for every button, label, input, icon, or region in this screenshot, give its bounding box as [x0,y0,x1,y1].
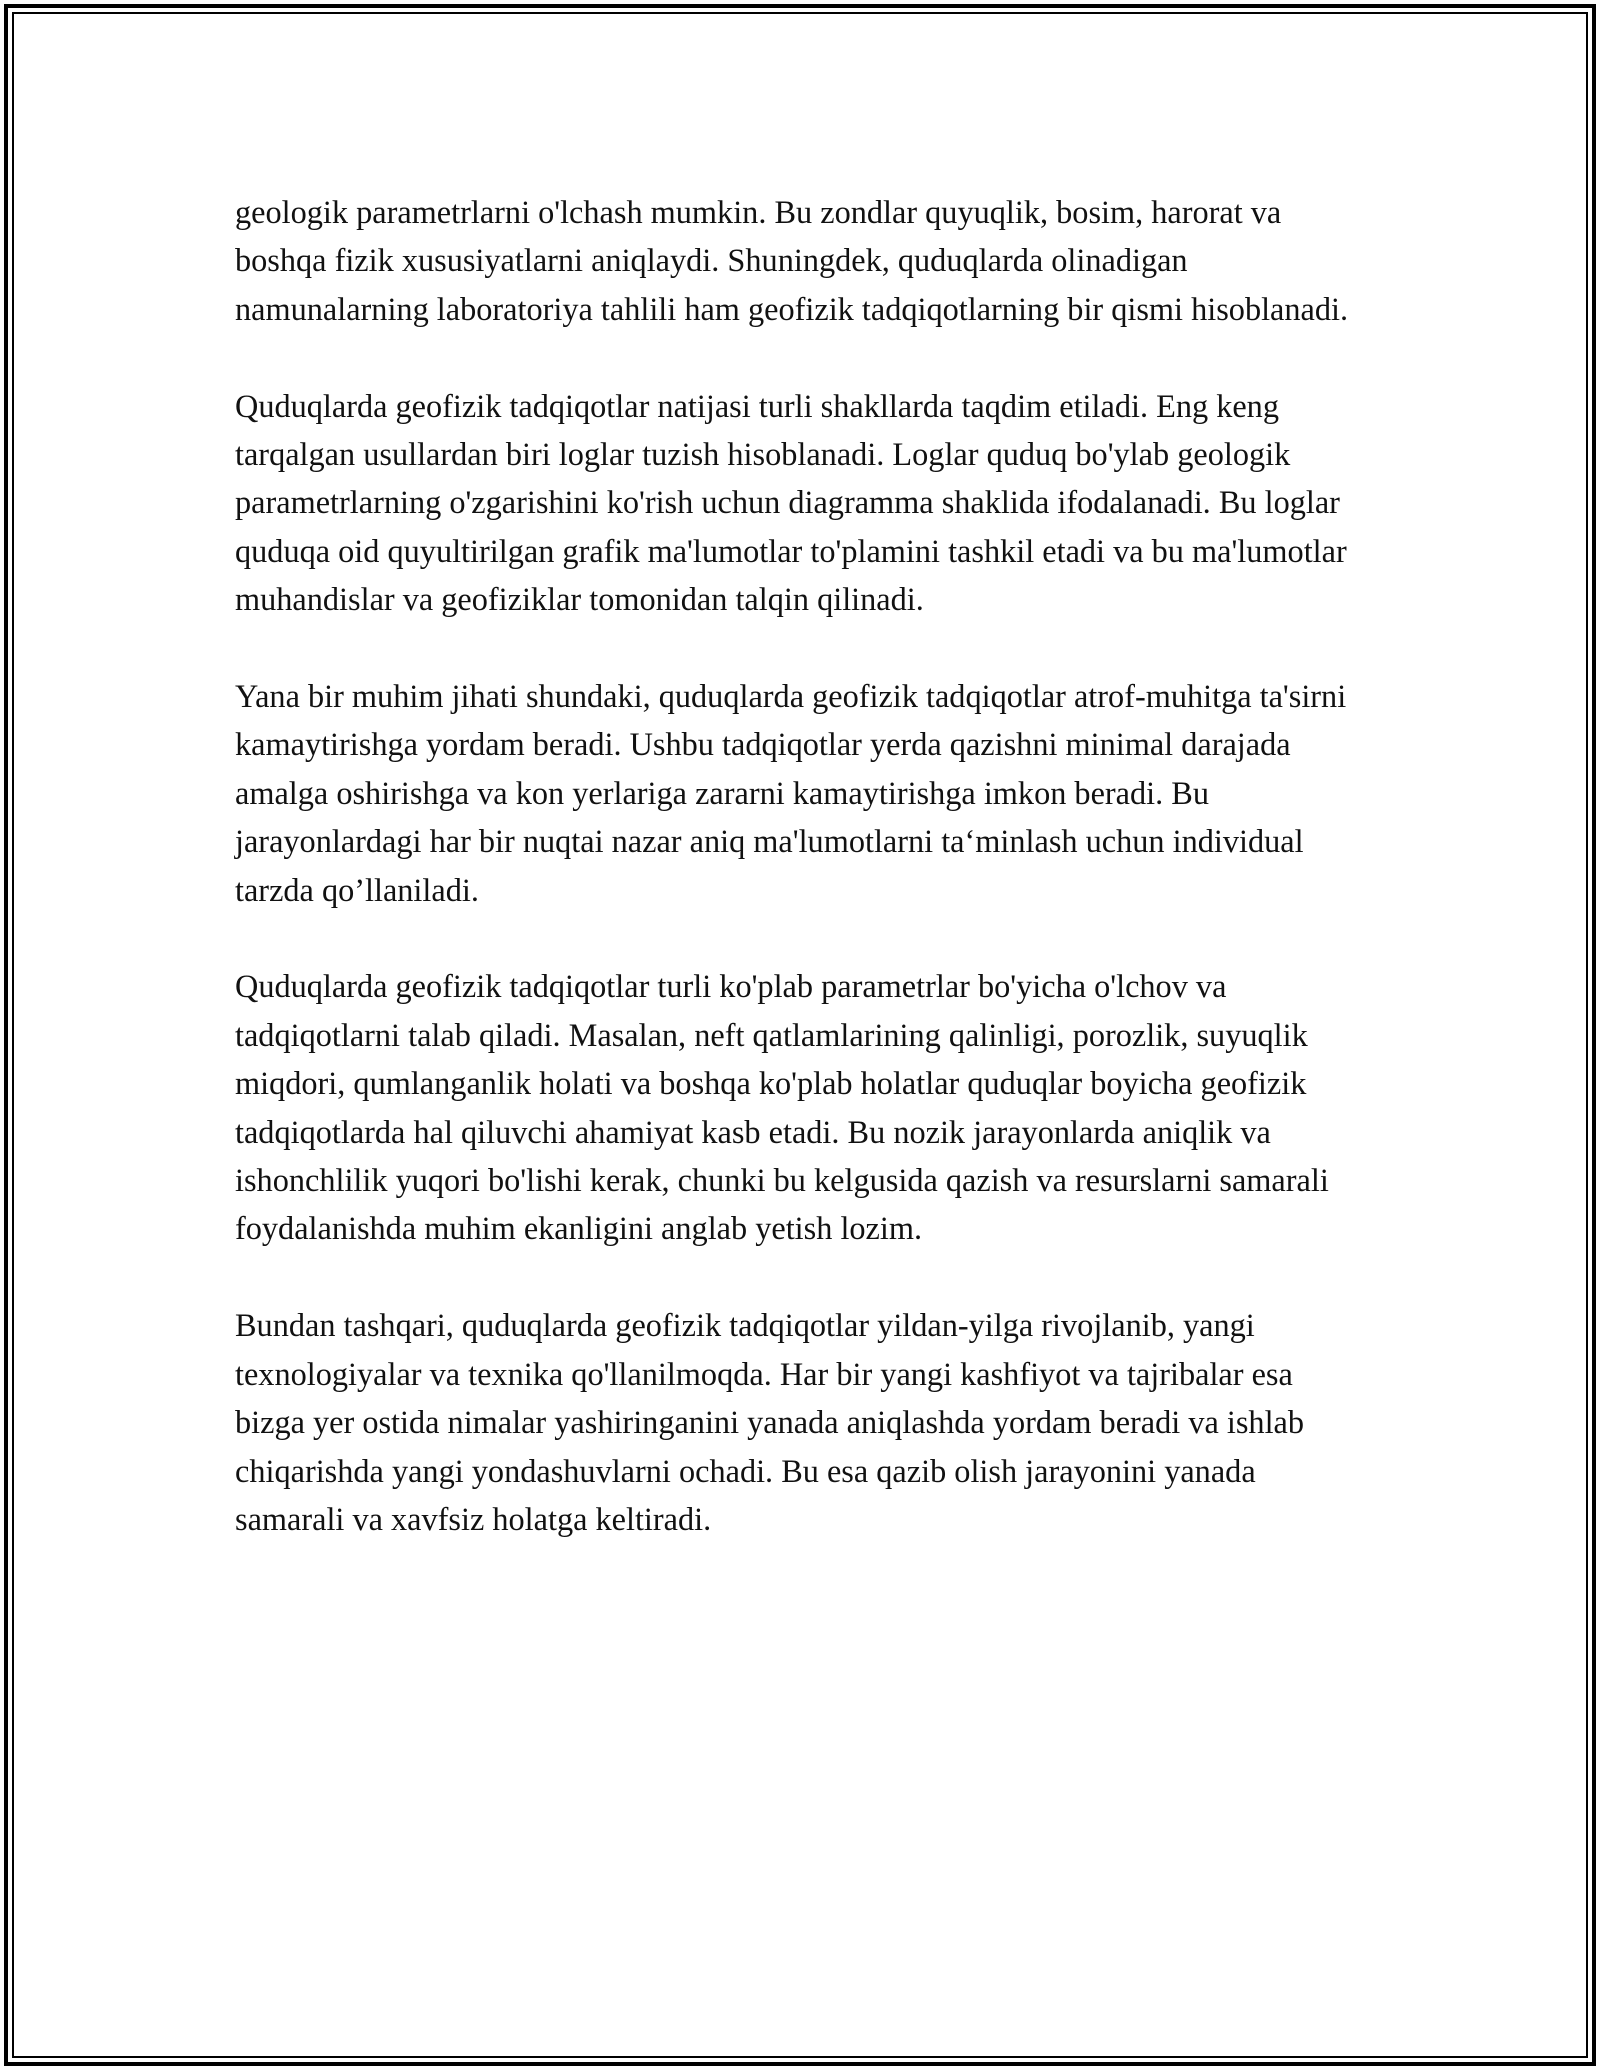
paragraph-1: geologik parametrlarni o'lchash mumkin. Bu zondlar quyuqlik, bosim, harorat va boshqa fizik xususiyatlarni aniqlaydi. Shuningdek, quduqlarda olinadigan namunalarning laboratoriya tahlili ham geofizik tadqiqotlarning bir qismi hisoblanadi. [235,194,1349,327]
paragraph-2: Quduqlarda geofizik tadqiqotlar natijasi turli shakllarda taqdim etiladi. Eng keng tarqalgan usullardan biri loglar tuzish hisoblanadi. Loglar quduq bo'ylab geologik parametrlarning o'zgarishini ko'rish uchun diagramma shaklida ifodalanadi. Bu loglar quduqa oid quyultirilgan grafik ma'lumotlar to'plamini tashkil etadi va bu ma'lumotlar muhandislar va geofiziklar tomonidan talqin qilinadi. [235,387,1347,618]
document-body [235,188,1365,1592]
paragraph-4: Quduqlarda geofizik tadqiqotlar turli ko'plab parametrlar bo'yicha o'lchov va tadqiqotlarni talab qiladi. Masalan, neft qatlamlarining qalinligi, porozlik, suyuqlik miqdori, qumlanganlik holati va boshqa ko'plab holatlar quduqlar boyicha geofizik tadqiqotlarda hal qiluvchi ahamiyat kasb etadi. Bu nozik jarayonlarda aniqlik va ishonchlilik yuqori bo'lishi kerak, chunki bu kelgusida qazish va resurslarni samarali foydalanishda muhim ekanligini anglab yetish lozim. [235,968,1329,1247]
paragraph-5: Bundan tashqari, quduqlarda geofizik tadqiqotlar yildan-yilga rivojlanib, yangi texnologiyalar va texnika qo'llanilmoqda. Har bir yangi kashfiyot va tajribalar esa bizga yer ostida nimalar yashiringanini yanada aniqlashda yordam beradi va ishlab chiqarishda yangi yondashuvlarni ochadi. Bu esa qazib olish jarayonini yanada samarali va xavfsiz holatga keltiradi. [235,1307,1305,1537]
paragraph-3: Yana bir muhim jihati shundaki, quduqlarda geofizik tadqiqotlar atrof-muhitga ta'sirni kamaytirishga yordam beradi. Ushbu tadqiqotlar yerda qazishni minimal darajada amalga oshirishga va kon yerlariga zararni kamaytirishga imkon beradi. Bu jarayonlardagi har bir nuqtai nazar aniq ma'lumotlarni ta‘minlash uchun individual tarzda qo’llaniladi. [235,678,1347,908]
